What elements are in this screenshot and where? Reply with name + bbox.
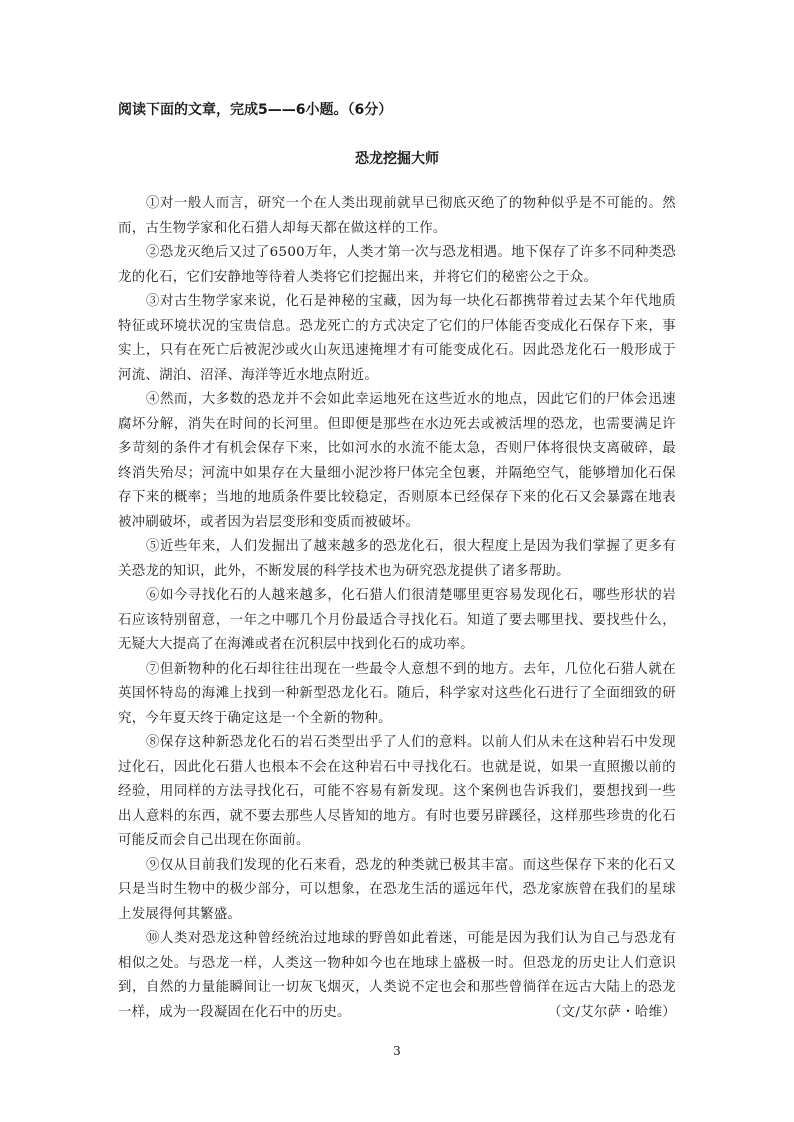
paragraph-7: ⑦但新物种的化石却往往出现在一些最令人意想不到的地方。去年，几位化石猎人就在英国怀特岛的海滩上找到一种新型恐龙化石。随后，科学家对这些化石进行了全面细致的研究，今年夏天终于确定这是一个全新的物种。 [118,661,676,726]
paragraph-6: ⑥如今寻找化石的人越来越多，化石猎人们很清楚哪里更容易发现化石，哪些形状的岩石应该特别留意，一年之中哪几个月份最适合寻找化石。知道了要去哪里找、要找些什么，无疑大大提高了在海滩或者在沉积层中找到化石的成功率。 [118,588,676,652]
paragraph-5: ⑤近些年来，人们发掘出了越来越多的恐龙化石，很大程度上是因为我们掌握了更多有关恐龙的知识，此外，不断发展的科学技术也为研究恐龙提供了诸多帮助。 [118,539,676,579]
paragraph-8: ⑧保存这种新恐龙化石的岩石类型出乎了人们的意料。以前人们从未在这种岩石中发现过化石，因此化石猎人也根本不会在这种岩石中寻找化石。也就是说，如果一直照搬以前的经验，用同样的方法寻找化石，可能不容易有新发现。这个案例也告诉我们，要想找到一些出人意料的东西，就不要去那些人尽皆知的地方。有时也要另辟蹊径，这样那些珍贵的化石可能反而会自己出现在你面前。 [118,735,676,848]
paragraph-2: ②恐龙灭绝后又过了6500万年，人类才第一次与恐龙相遇。地下保存了许多不同种类恐龙的化石，它们安静地等待着人类将它们挖掘出来，并将它们的秘密公之于众。 [118,245,676,285]
article-title: 恐龙挖掘大师 [355,151,439,167]
paragraph-3: ③对古生物学家来说，化石是神秘的宝藏，因为每一块化石都携带着过去某个年代地质特征或环境状况的宝贵信息。恐龙死亡的方式决定了它们的尸体能否变成化石保存下来，事实上，只有在死亡后被泥沙或火山灰迅速掩埋才有可能变成化石。因此恐龙化石一般形成于河流、湖泊、沼泽、海洋等近水地点附近。 [118,294,676,383]
paragraph-9: ⑨仅从目前我们发现的化石来看，恐龙的种类就已极其丰富。而这些保存下来的化石又只是当时生物中的极少部分，可以想象，在恐龙生活的遥远年代，恐龙家族曾在我们的星球上发展得何其繁盛。 [118,857,676,922]
paragraph-4: ④然而，大多数的恐龙并不会如此幸运地死在这些近水的地点，因此它们的尸体会迅速腐坏分解，消失在时间的长河里。但即便是那些在水边死去或被活埋的恐龙，也需要满足许多苛刻的条件才有机会保存下来，比如河水的水流不能太急，否则尸体将很快支离破碎，最终消失殆尽；河流中如果存在大量细小泥沙将尸体完全包裹，并隔绝空气，能够增加化石保存下来的概率；当地的地质条件要比较稳定，否则原本已经保存下来的化石又会暴露在地表被冲刷破坏，或者因为岩层变形和变质而被破坏。 [118,392,676,530]
paragraph-10-text: ⑩人类对恐龙这种曾经统治过地球的野兽如此着迷，可能是因为我们认为自己与恐龙有相似之处。与恐龙一样，人类这一物种如今也在地球上盛极一时。但恐龙的历史让人们意识到，自然的力量能瞬间让一切灰飞烟灭，人类说不定也会和那些曾徜徉在远古大陆上的恐龙一样，成为一段凝固在化石中的历史。 [118,931,676,1020]
article-author: （文/艾尔萨・哈维） [547,1004,676,1020]
paragraph-1: ①对一般人而言，研究一个在人类出现前就早已彻底灭绝了的物种似乎是不可能的。然而，古生物学家和化石猎人却每天都在做这样的工作。 [118,196,676,236]
reading-instruction: 阅读下面的文章，完成5——6小题。（6分） [118,102,393,118]
page-number: 3 [393,1044,401,1058]
paragraph-10 [118,927,676,1025]
article-body [118,192,676,1025]
